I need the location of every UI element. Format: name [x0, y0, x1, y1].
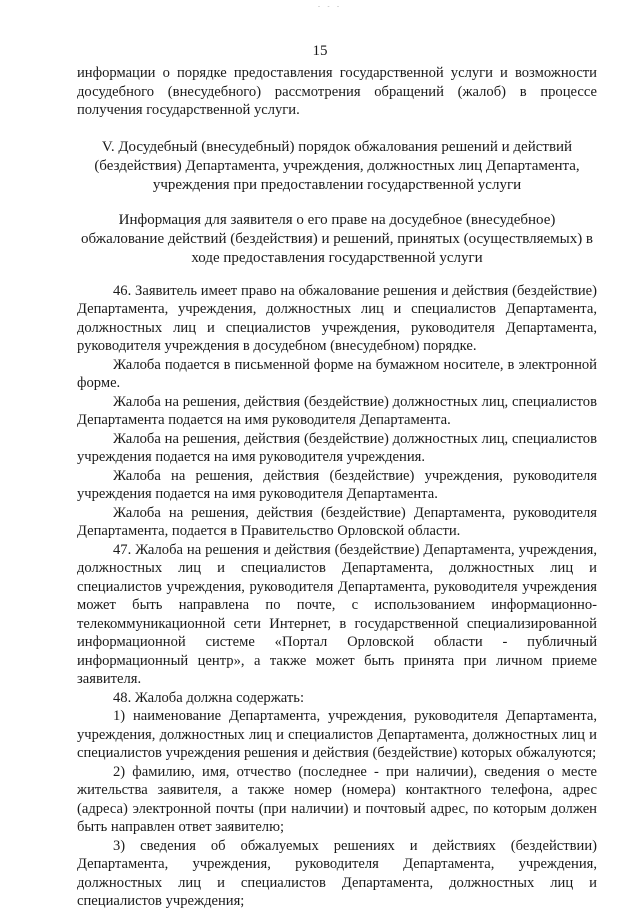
document-body: [77, 64, 597, 911]
list-item-1: 1) наименование Департамента, учреждения, руководителя Департамента, учреждения, должностных лиц и специалистов Департамента, должностных лиц и специалистов учреждения решения и действия (бездействие) которых обжалуются;: [77, 708, 597, 761]
page-number: 15: [312, 43, 328, 59]
paragraph-complaint-inst-staff: Жалоба на решения, действия (бездействие) должностных лиц, специалистов учреждения подается на имя руководителя учреждения.: [77, 430, 597, 465]
section-title: V. Досудебный (внесудебный) порядок обжалования решений и действий (бездействия) Департамента, учреждения, должностных лиц Департамента, учреждения при предоставлении государственной услуги: [94, 138, 580, 193]
paragraph-48: 48. Жалоба должна содержать:: [113, 689, 304, 706]
paragraph-complaint-institution: Жалоба на решения, действия (бездействие) учреждения, руководителя учреждения подается на имя руководителя Департамента.: [77, 467, 597, 502]
list-item-3: 3) сведения об обжалуемых решениях и действиях (бездействии) Департамента, учреждения, руководителя Департамента, учреждения, должностных лиц и специалистов Департамента, должностных лиц и специалистов учреждения;: [77, 837, 597, 909]
lead-paragraph: информации о порядке предоставления государственной услуги и возможности досудебного (внесудебного) рассмотрения обращений (жалоб) в процессе получения государственной услуги.: [77, 65, 597, 118]
paragraph-complaint-dept-staff: Жалоба на решения, действия (бездействие) должностных лиц, специалистов Департамента подается на имя руководителя Департамента.: [77, 393, 597, 428]
scan-mark: - - -: [318, 4, 342, 10]
paragraph-complaint-form: Жалоба подается в письменной форме на бумажном носителе, в электронной форме.: [77, 356, 597, 391]
paragraph-46: 46. Заявитель имеет право на обжалование решения и действия (бездействие) Департамента, учреждения, должностных лиц и специалистов Департамента, должностных лиц и специалистов учреждения, руководителя Департамента, руководителя учреждения в досудебном (внесудебном) порядке.: [77, 282, 597, 354]
subsection-title: Информация для заявителя о его праве на досудебное (внесудебное) обжалование действий (бездействия) и решений, принятых (осуществляемых) в ходе предоставления государственной услуги: [80, 211, 594, 266]
paragraph-47: 47. Жалоба на решения и действия (бездействие) Департамента, учреждения, должностных лиц и специалистов Департамента, должностных лиц и специалистов учреждения, руководителя Департамента, руководителя учреждения может быть направлена по почте, с использованием информационно-телекоммуникационной сети Интернет, в государственной специализированной информационной системе «Портал Орловской области - публичный информационный центр», а также может быть принята при личном приеме заявителя.: [77, 541, 597, 687]
paragraph-complaint-department: Жалоба на решения, действия (бездействие) Департамента, руководителя Департамента, подается в Правительство Орловской области.: [77, 504, 597, 539]
list-item-2: 2) фамилию, имя, отчество (последнее - при наличии), сведения о месте жительства заявителя, а также номер (номера) контактного телефона, адрес (адреса) электронной почты (при наличии) и почтовый адрес, по которым должен быть направлен ответ заявителю;: [77, 763, 597, 835]
